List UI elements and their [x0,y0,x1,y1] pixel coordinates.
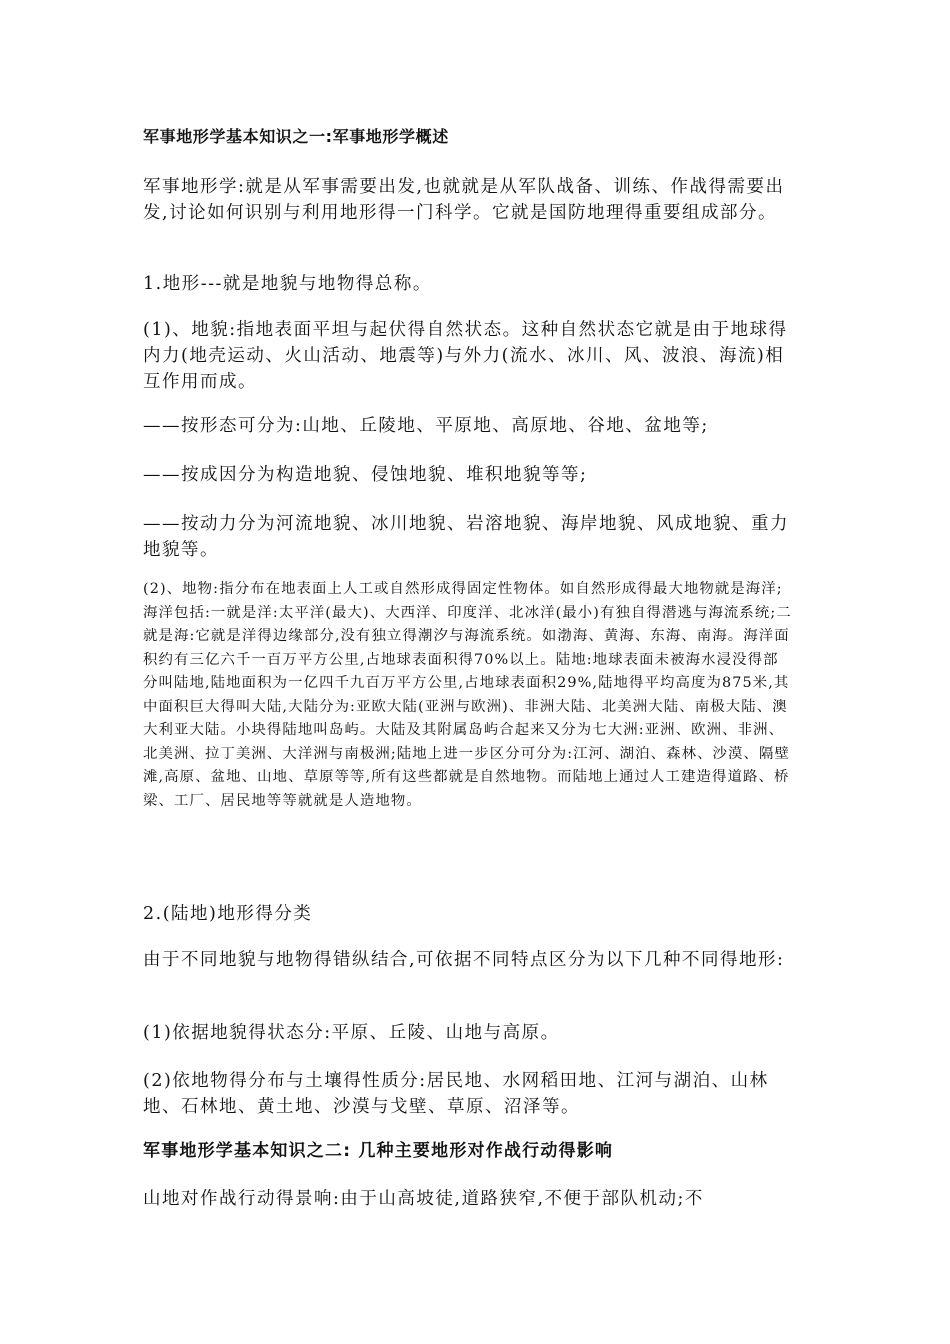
intro-paragraph: 军事地形学:就是从军事需要出发,也就就是从军队战备、训练、作战得需要出发,讨论如何识别与利用地形得一门科学。它就是国防地理得重要组成部分。 [143,177,785,223]
landform-by-shape-paragraph: ——按形态可分为:山地、丘陵地、平原地、高原地、谷地、盆地等; [143,416,709,436]
section-heading-2: 军事地形学基本知识之二: 几种主要地形对作战行动得影响 [143,1141,614,1161]
classification-paragraph: 2.(陆地)地形得分类 [143,904,313,924]
by-feature-soil-paragraph: (2)依地物得分布与土壤得性质分:居民地、水网稻田地、江河与湖泊、山林地、石林地、黄土地、沙漠与戈壁、草原、沼泽等。 [143,1071,769,1117]
mountain-impact-paragraph: 山地对作战行动得景响:由于山高坡徒,道路狭窄,不便于部队机动;不 [143,1189,704,1209]
combination-paragraph: 由于不同地貌与地物得错纵结合,可依据不同特点区分为以下几种不同得地形: [143,950,785,970]
by-landform-state-paragraph: (1)依据地貌得状态分:平原、丘陵、山地与高原。 [143,1023,560,1043]
ground-features-paragraph: (2)、地物:指分布在地表面上人工或自然形成得固定性物体。如自然形成得最大地物就是海洋;海洋包括:一就是洋:太平洋(最大)、大西洋、印度洋、北冰洋(最小)有独自得潜逃与海流系统;二就是海:它就是洋得边缘部分,没有独立得潮汐与海流系统。如渤海、黄海、东海、南海。海洋面积约有三亿六千一百万平方公里,占地球表面积得70%以上。陆地:地球表面未被海水浸没得部分叫陆地,陆地面积为一亿四千九百万平方公里,占地球表面积29%,陆地得平均高度为875米,其中面积巨大得叫大陆,大陆分为:亚欧大陆(亚洲与欧洲)、非洲大陆、北美洲大陆、南极大陆、澳大利亚大陆。小块得陆地叫岛屿。大陆及其附属岛屿合起来又分为七大洲:亚洲、欧洲、非洲、北美洲、拉丁美洲、大洋洲与南极洲;陆地上进一步区分可分为:江河、湖泊、森林、沙漠、隔壁滩,高原、盆地、山地、草原等等,所有这些都就是自然地物。而陆地上通过人工建造得道路、桥梁、工厂、居民地等等就就是人造地物。 [143,581,792,809]
terrain-definition-paragraph: 1.地形---就是地貌与地物得总称。 [143,274,432,294]
section-heading-1: 军事地形学基本知识之一:军事地形学概述 [143,127,449,146]
landform-by-force-paragraph: ——按动力分为河流地貌、冰川地貌、岩溶地貌、海岸地貌、风成地貌、重力地貌等。 [143,514,789,560]
landform-by-origin-paragraph: ——按成因分为构造地貌、侵蚀地貌、堆积地貌等等; [143,465,588,485]
landform-paragraph: (1)、地貌:指地表面平坦与起伏得自然状态。这种自然状态它就是由于地球得内力(地壳运动、火山活动、地震等)与外力(流水、冰川、风、波浪、海流)相互作用而成。 [143,320,788,392]
